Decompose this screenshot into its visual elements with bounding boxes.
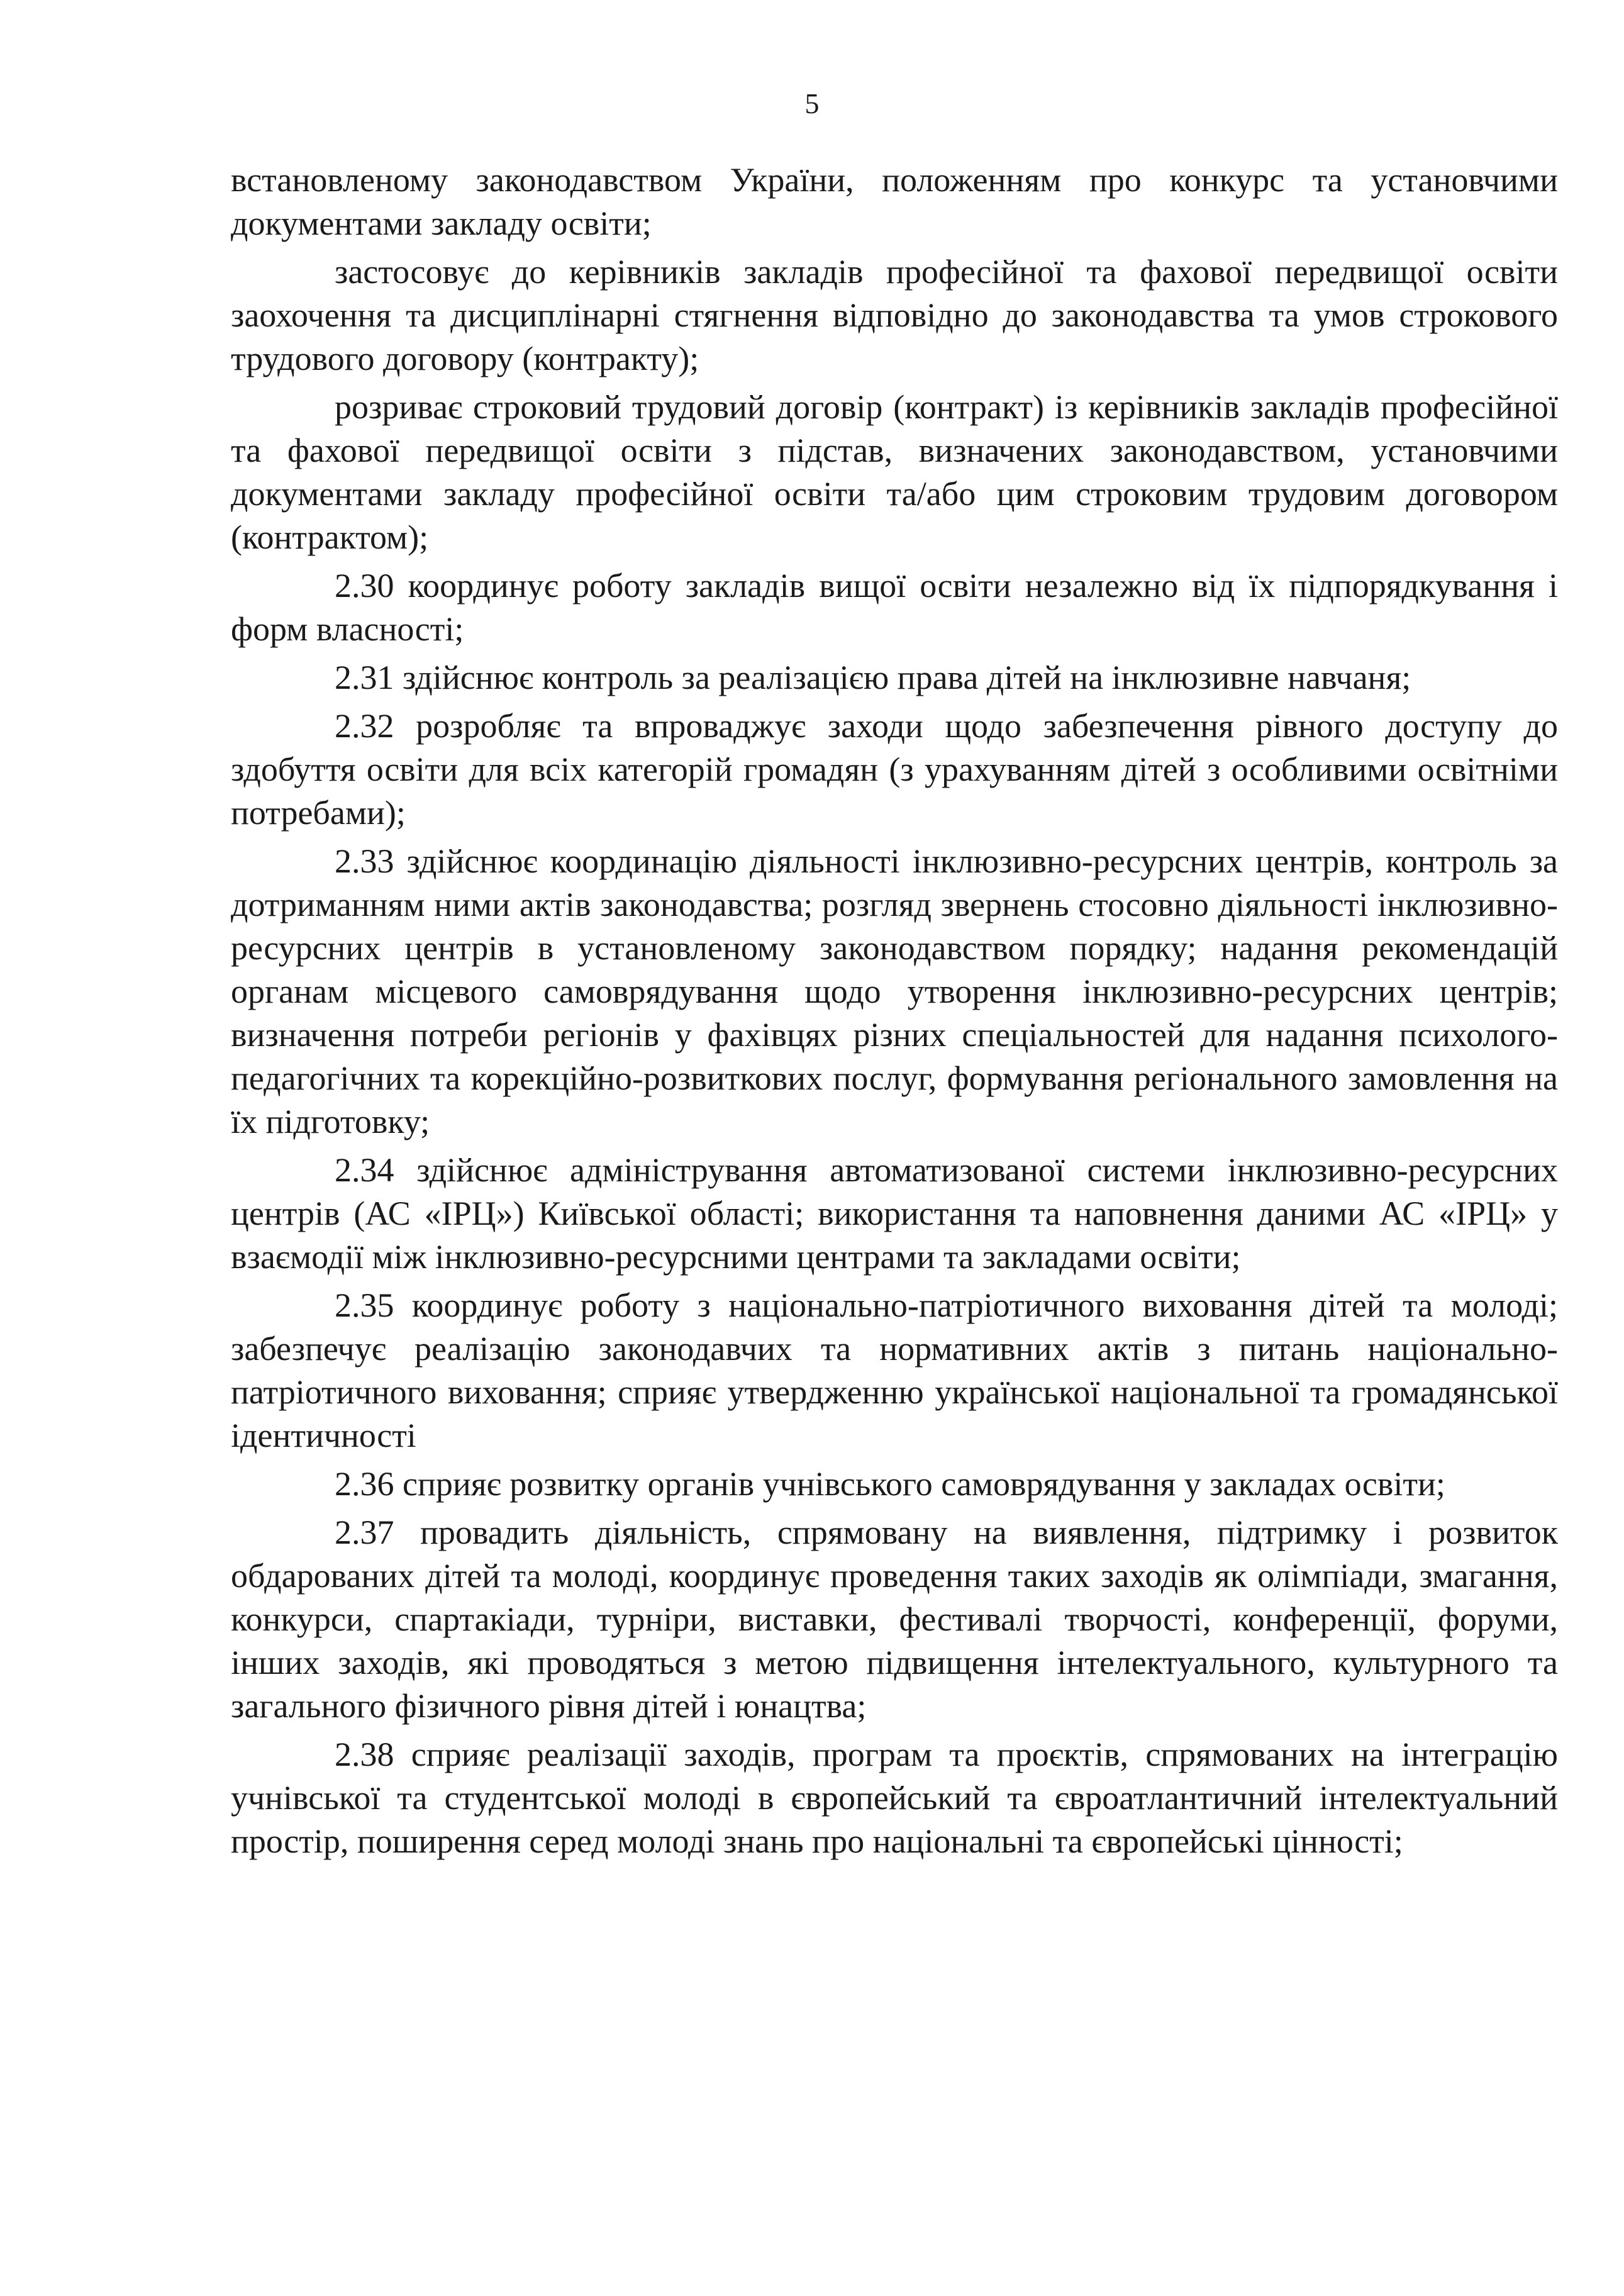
- paragraph-encouragement: застосовує до керівників закладів професійної та фахової передвищої освіти заохочення та дисциплінарні стягнення відповідно до законодавства та умов строкового трудового договору (контракту);: [231, 253, 1558, 377]
- paragraph-continuation: встановленому законодавством України, положенням про конкурс та установчими документами закладу освіти;: [231, 161, 1558, 242]
- paragraph-2-34: 2.34 здійснює адміністрування автоматизованої системи інклюзивно-ресурсних центрів (АС «ІРЦ») Київської області; використання та наповнення даними АС «ІРЦ» у взаємодії між інклюзивно-ресурсними центрами та закладами освіти;: [231, 1151, 1558, 1276]
- paragraph-2-30: 2.30 координує роботу закладів вищої освіти незалежно від їх підпорядкування і форм власності;: [231, 567, 1558, 648]
- paragraph-2-31: 2.31 здійснює контроль за реалізацією права дітей на інклюзивне навчаня;: [335, 659, 1411, 696]
- paragraph-2-36: 2.36 сприяє розвитку органів учнівського самоврядування у закладах освіти;: [335, 1465, 1445, 1503]
- page-number: 5: [804, 87, 820, 120]
- paragraph-2-32: 2.32 розробляє та впроваджує заходи щодо забезпечення рівного доступу до здобуття освіти для всіх категорій громадян (з урахуванням дітей з особливими освітніми потребами);: [231, 707, 1558, 832]
- paragraph-2-38: 2.38 сприяє реалізації заходів, програм та проєктів, спрямованих на інтеграцію учнівської та студентської молоді в європейський та євроатлантичний інтелектуальний простір, поширення серед молоді знань про національні та європейські цінності;: [231, 1736, 1558, 1860]
- paragraph-2-33: 2.33 здійснює координацію діяльності інклюзивно-ресурсних центрів, контроль за дотриманням ними актів законодавства; розгляд звернень стосовно діяльності інклюзивно-ресурсних центрів в установленому законодавством порядку; надання рекомендацій органам місцевого самоврядування щодо утворення інклюзивно-ресурсних центрів; визначення потреби регіонів у фахівцях різних спеціальностей для надання психолого-педагогічних та корекційно-розвиткових послуг, формування регіонального замовлення на їх підготовку;: [231, 842, 1558, 1140]
- document-body: [231, 159, 1558, 1868]
- paragraph-contract-termination: розриває строковий трудовий договір (контракт) із керівників закладів професійної та фахової передвищої освіти з підстав, визначених законодавством, установчими документами закладу професійної освіти та/або цим строковим трудовим договором (контрактом);: [231, 388, 1558, 556]
- paragraph-2-35: 2.35 координує роботу з національно-патріотичного виховання дітей та молоді; забезпечує реалізацію законодавчих та нормативних актів з питань національно-патріотичного виховання; сприяє утвердженню української національної та громадянської ідентичності: [231, 1286, 1558, 1454]
- paragraph-2-37: 2.37 провадить діяльність, спрямовану на виявлення, підтримку і розвиток обдарованих дітей та молоді, координує проведення таких заходів як олімпіади, змагання, конкурси, спартакіади, турніри, виставки, фестивалі творчості, конференції, форуми, інших заходів, які проводяться з метою підвищення інтелектуального, культурного та загального фізичного рівня дітей і юнацтва;: [231, 1513, 1558, 1725]
